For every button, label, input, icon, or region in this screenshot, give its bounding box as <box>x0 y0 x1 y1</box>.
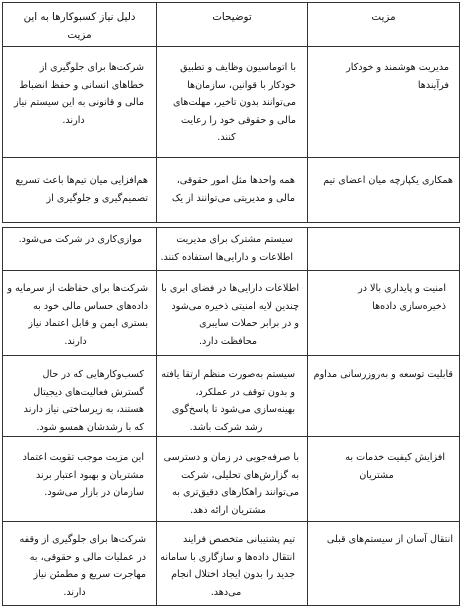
cell-line: در عملیات مالی و حقوقی، به <box>29 551 146 563</box>
header-description <box>157 9 307 27</box>
cell-line: دارند. <box>63 586 86 598</box>
cell-line: دارند. <box>62 114 85 126</box>
cell-line: شرکت‌ها برای جلوگیری از <box>39 62 144 73</box>
row-divider <box>2 270 460 271</box>
table-row-4-advantage <box>308 366 459 384</box>
table-border-right <box>459 227 460 606</box>
table-row-2-advantage <box>308 172 459 190</box>
table-row-6-business-need <box>3 531 156 601</box>
cell-line: شرکت‌ها برای جلوگیری از وقفه <box>19 534 146 545</box>
header-business-need <box>3 9 156 44</box>
cell-line: مشتریان <box>359 469 394 481</box>
cell-line: این مزیت موجب تقویت اعتماد <box>22 452 144 463</box>
row-divider <box>2 355 460 356</box>
cell-line: با اتوماسیون وظایف و تطبیق <box>180 62 296 73</box>
table-row-1-advantage <box>308 59 459 94</box>
cell-line: خطاهای انسانی و حفظ انضباط <box>19 79 144 91</box>
advantages-table <box>2 2 460 606</box>
cell-line: امنیت و پایداری بالا در <box>358 283 446 294</box>
cell-line: هم‌افزایی میان تیم‌ها باعث تسریع <box>15 175 148 186</box>
table-row-2-cont-description <box>157 231 307 266</box>
header-business-need-line: دلیل نیاز کسبوکارها به این <box>23 11 136 23</box>
cell-line: خودکار با قوانین، سازمان‌ها <box>187 79 296 91</box>
cell-line: مالی و مدیریتی می‌توانند از یک <box>171 192 295 204</box>
table-row-2-business-need <box>3 172 156 207</box>
cell-line: و بدون توقف در عملکرد، <box>195 386 295 398</box>
cell-line: محافظت دارد. <box>198 335 258 347</box>
row-divider <box>2 436 460 437</box>
table-row-3-description <box>157 280 307 350</box>
table-row-6-description <box>157 531 307 601</box>
cell-line: انتقال داده‌ها و سازگاری با سامانه <box>160 551 295 563</box>
cell-line: قابلیت توسعه و به‌روزرسانی مداوم <box>313 369 453 380</box>
cell-line: موازی‌کاری در شرکت می‌شود. <box>18 234 142 245</box>
table-border-bottom <box>2 605 460 606</box>
cell-line: سازمان در بازار می‌شود. <box>44 487 144 498</box>
cell-line: تصمیم‌گیری و جلوگیری از <box>46 192 148 204</box>
cell-line: گسترش فعالیت‌های دیجیتال <box>33 386 144 398</box>
cell-line: با صرفه‌جویی در زمان و دسترسی <box>163 452 299 463</box>
cell-line: دارند. <box>64 335 87 347</box>
table-row-1-business-need <box>3 59 156 129</box>
cell-line: سیستم مشترک برای مدیریت <box>176 234 293 245</box>
table-row-3-advantage <box>308 280 459 315</box>
table-row-4-business-need <box>3 366 156 436</box>
cell-line: کسب‌وکارهایی که در حال <box>42 369 144 380</box>
cell-line: بستری ایمن و قابل اعتماد نیاز <box>28 318 148 329</box>
cell-line: داده‌های حساس مالی خود به <box>32 300 148 312</box>
cell-line: اطلاعات و دارایی‌ها استفاده کنند. <box>160 251 293 263</box>
cell-line: مهاجرت سریع و مطمئن نیاز <box>33 569 146 580</box>
cell-line: انتقال آسان از سیستم‌های قبلی <box>326 534 453 545</box>
row-divider <box>2 157 460 158</box>
cell-line: رشد شرکت باشد. <box>189 421 263 433</box>
header-business-need-line: مزیت <box>67 28 92 41</box>
cell-line: افزایش کیفیت خدمات به <box>345 452 445 463</box>
cell-line: سیستم به‌صورت منظم ارتقا یافته <box>161 369 295 380</box>
cell-line: می‌دهد. <box>210 586 242 598</box>
table-row-6-advantage <box>308 531 459 549</box>
cell-line: کنند. <box>217 132 236 143</box>
cell-line: مالی و قانونی به این سیستم نیاز <box>13 97 144 108</box>
table-border-right <box>459 2 460 223</box>
cell-line: و در برابر حملات سایبری <box>199 318 299 329</box>
cell-line: چندین لایه امنیتی ذخیره می‌شود <box>171 300 299 312</box>
cell-line: مدیریت هوشمند و خودکار <box>346 62 449 73</box>
cell-line: همه واحدها مثل امور حقوقی، <box>176 175 295 186</box>
cell-line: که با رشدشان همسو شود. <box>36 421 144 433</box>
header-description-text: توضیحات <box>212 11 252 23</box>
table-row-5-advantage <box>308 449 459 484</box>
cell-line: جدید را بدون ایجاد اختلال انجام <box>171 569 295 580</box>
row-divider <box>2 521 460 522</box>
table-row-4-description <box>157 366 307 436</box>
cell-line: فرآیندها <box>417 79 449 91</box>
cell-line: مشتریان ارائه دهد. <box>190 504 266 516</box>
table-row-3-business-need <box>3 280 156 350</box>
table-row-1-description <box>157 59 307 147</box>
header-advantage-text: مزیت <box>371 11 396 23</box>
cell-line: بهینه‌سازی می‌شود تا پاسخ‌گوی <box>171 404 295 415</box>
cell-line: به گزارش‌های تحلیلی، شرکت <box>181 469 299 481</box>
header-advantage <box>308 9 459 27</box>
cell-line: مالی و حقوقی خود را رعایت <box>180 114 296 126</box>
cell-line: شرکت‌ها برای حفاظت از سرمایه و <box>7 283 148 294</box>
cell-line: مشتریان و بهبود اعتبار برند <box>36 469 144 481</box>
cell-line: تیم پشتیبانی متخصص فرایند <box>182 534 295 545</box>
cell-line: هستند، به زیرساختی نیاز دارند <box>23 404 144 415</box>
table-row-2-cont-business-need <box>3 231 156 249</box>
cell-line: می‌توانند بدون تاخیر، مهلت‌های <box>172 97 296 108</box>
page-break-divider <box>2 222 460 223</box>
cell-line: می‌توانند راهکارهای دقیق‌تری به <box>172 487 299 498</box>
cell-line: اطلاعات دارایی‌ها در فضای ابری با <box>161 283 299 294</box>
cell-line: ذخیره‌سازی داده‌ها <box>372 300 446 312</box>
row-divider <box>2 227 460 228</box>
header-divider <box>2 46 460 47</box>
table-border-top <box>2 2 460 3</box>
column-divider <box>307 2 308 223</box>
table-row-5-description <box>157 449 307 519</box>
cell-line: همکاری یکپارچه میان اعضای تیم <box>323 175 453 186</box>
table-row-5-business-need <box>3 449 156 502</box>
table-row-2-description <box>157 172 307 207</box>
